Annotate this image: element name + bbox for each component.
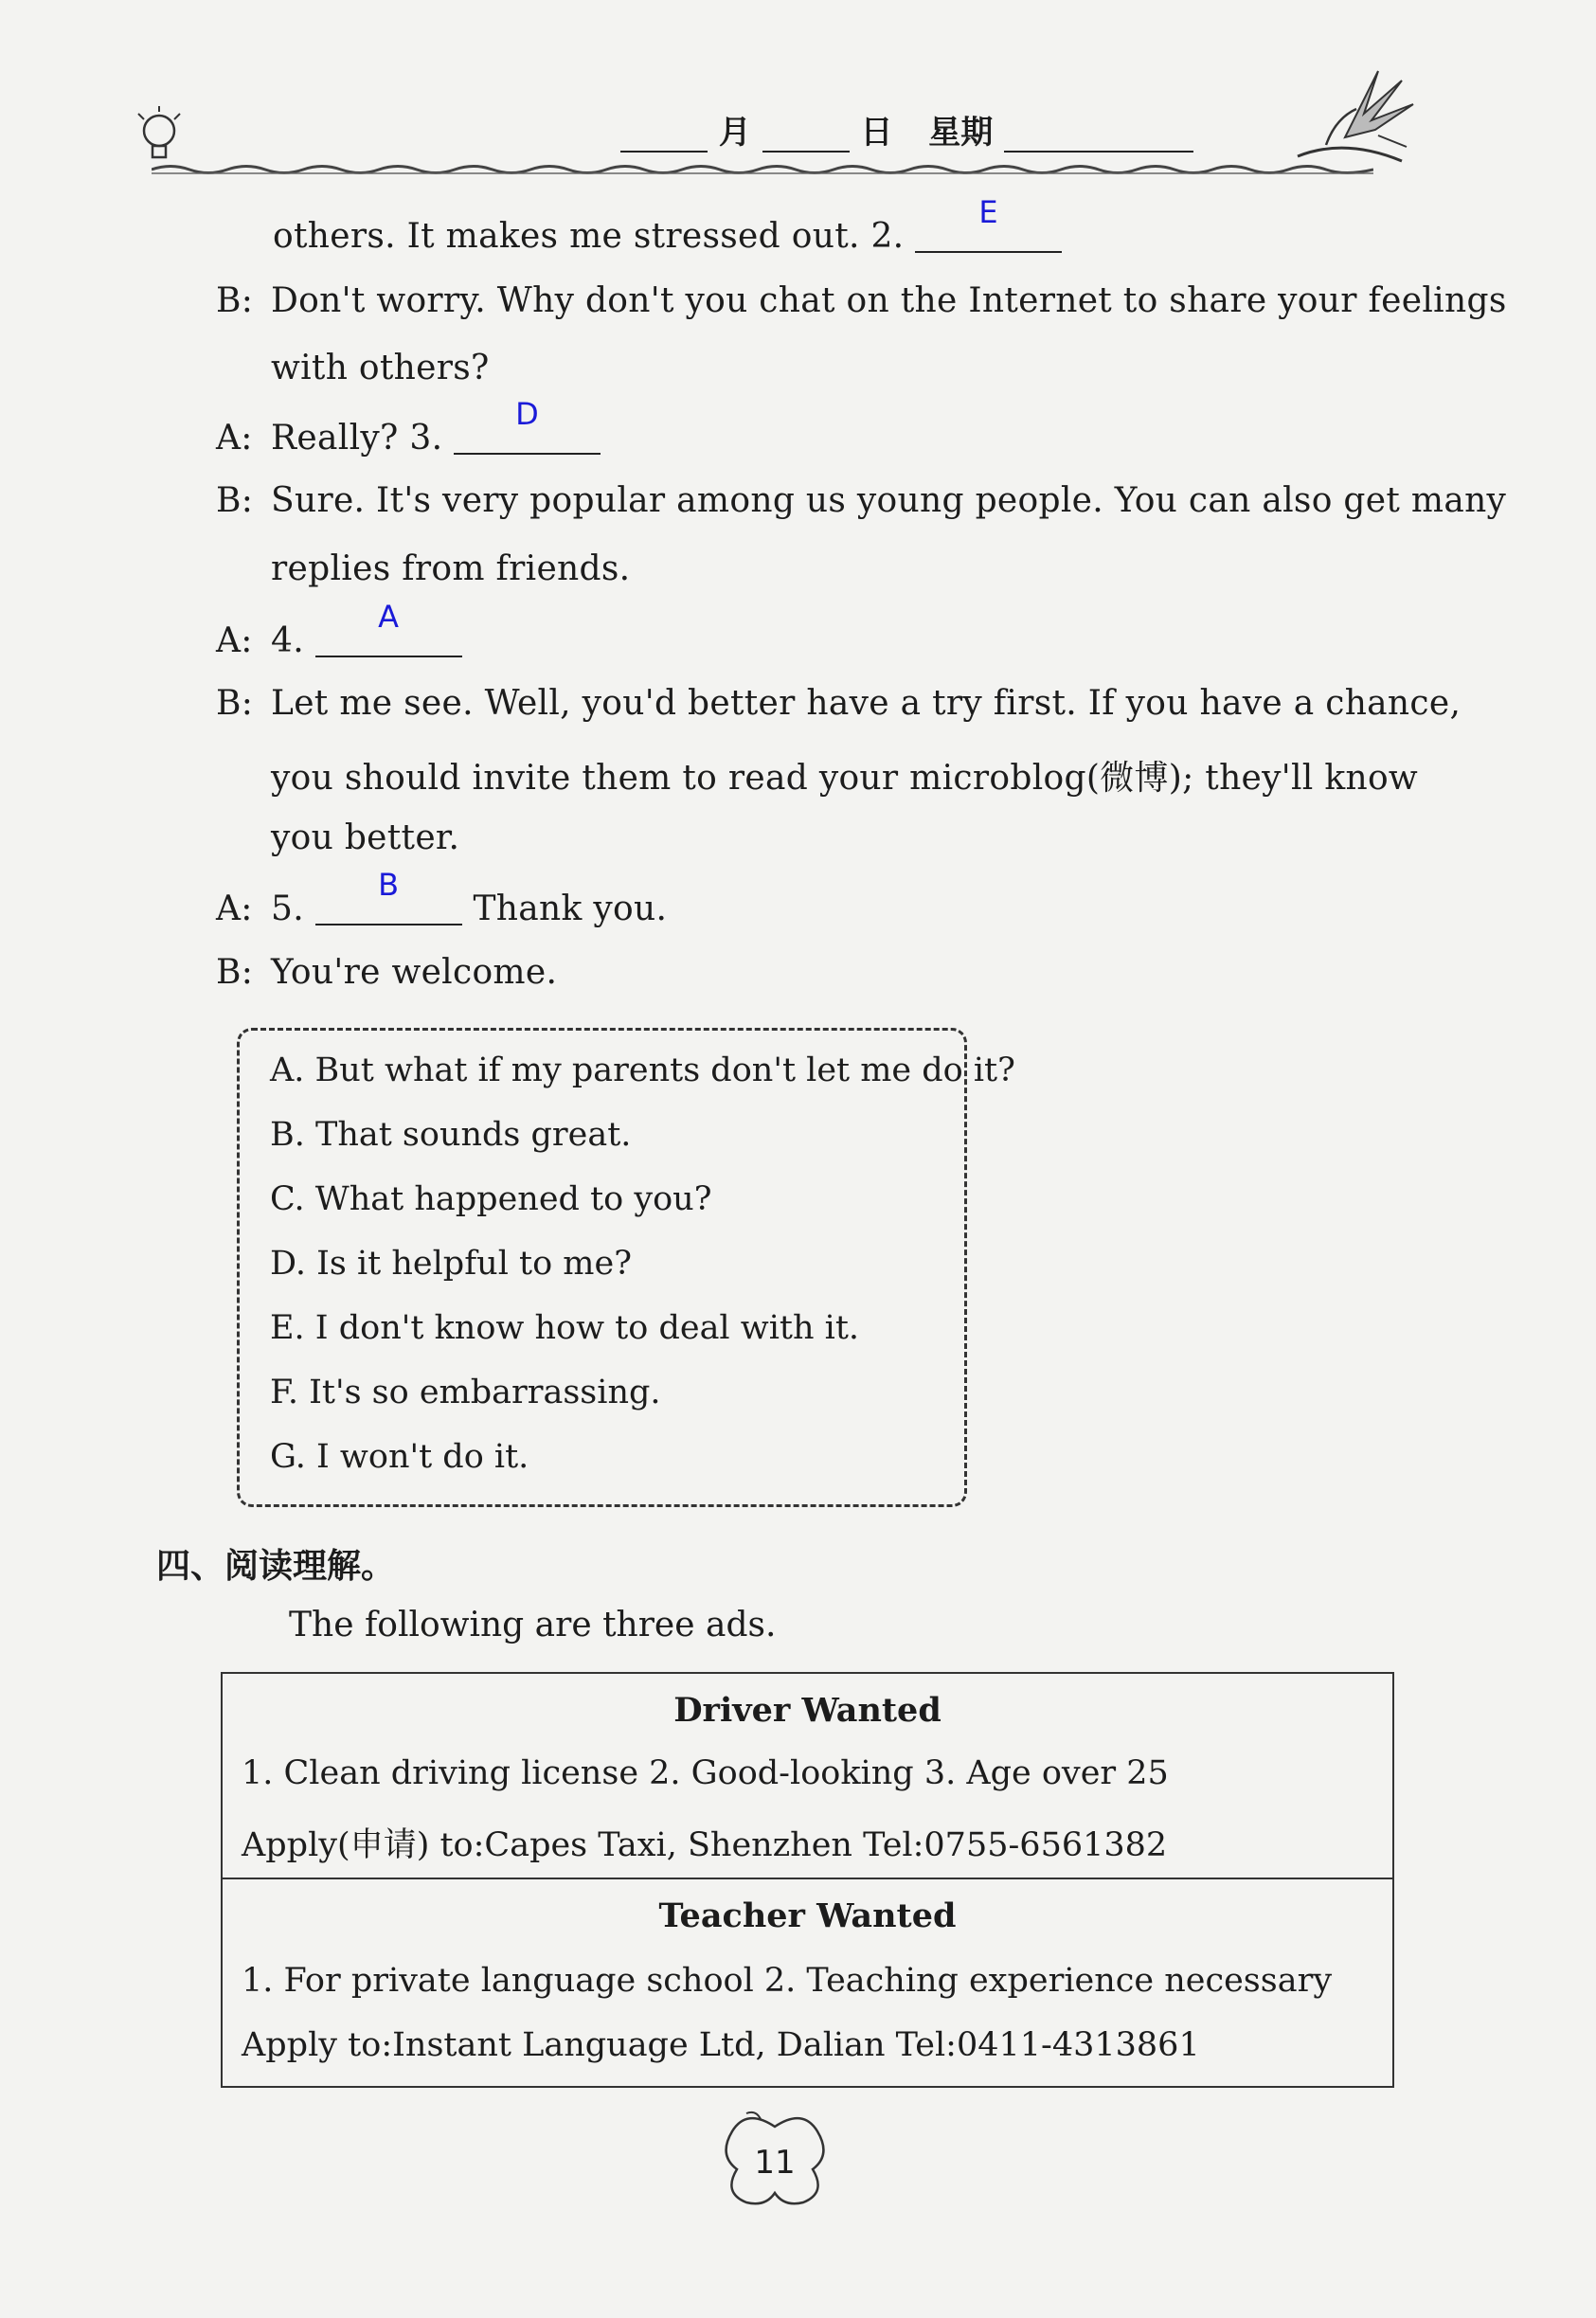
ad-title: Driver Wanted: [673, 1691, 941, 1730]
month-label: 月: [718, 114, 751, 152]
dialogue-line: A: Really? 3. D: [216, 415, 601, 458]
ads-table: [221, 1672, 1394, 2088]
answer-4: A: [378, 599, 400, 635]
answer-blank-3[interactable]: [454, 396, 601, 455]
page-number-badge: [718, 2108, 832, 2212]
answer-3: D: [515, 396, 540, 432]
page-header: [133, 85, 1411, 189]
dialogue-line: B: Sure. It's very popular among us young people. You can also get many: [216, 481, 1507, 520]
answer-blank-2[interactable]: [915, 194, 1062, 253]
ad-contact: Apply(申请) to:Capes Taxi, Shenzhen Tel:0755-6561382: [242, 1826, 1168, 1864]
weekday-blank: [1004, 122, 1193, 153]
section-intro: The following are three ads.: [289, 1606, 777, 1644]
day-blank: [762, 122, 850, 153]
dialogue-line: B: Don't worry. Why don't you chat on the Internet to share your feelings: [216, 281, 1507, 320]
month-blank: [620, 122, 708, 153]
answer-blank-4[interactable]: [315, 599, 462, 657]
option-c: C. What happened to you?: [270, 1180, 712, 1218]
dialogue-line: with others?: [271, 349, 490, 387]
answer-2: E: [978, 194, 998, 230]
ad-teacher: [223, 1879, 1392, 2086]
option-f: F. It's so embarrassing.: [270, 1374, 661, 1411]
dialogue-line: A: 5. B Thank you.: [216, 867, 668, 928]
ad-requirements: 1. For private language school 2. Teaching experience necessary: [242, 1962, 1333, 2000]
ad-title: Teacher Wanted: [658, 1896, 957, 1935]
dialogue-line: you better.: [271, 818, 460, 857]
day-label: 日: [860, 114, 893, 152]
option-g: G. I won't do it.: [270, 1438, 529, 1476]
dialogue-line: B: You're welcome.: [216, 953, 558, 992]
dialogue-line: replies from friends.: [271, 549, 631, 588]
option-d: D. Is it helpful to me?: [270, 1245, 632, 1283]
option-e: E. I don't know how to deal with it.: [270, 1309, 860, 1347]
decorative-header-rule: [152, 163, 1373, 176]
ad-driver: [223, 1674, 1392, 1879]
lightbulb-icon: [133, 104, 189, 171]
ad-requirements: 1. Clean driving license 2. Good-looking 3. Age over 25: [242, 1754, 1169, 1792]
options-box: [237, 1028, 1015, 1507]
bird-of-paradise-plant-icon: [1288, 62, 1421, 171]
page-number: 11: [754, 2144, 796, 2182]
dialogue-line: others. It makes me stressed out. 2. E: [273, 213, 1062, 256]
section-title: 四、阅读理解。: [156, 1547, 396, 1586]
ad-contact: Apply to:Instant Language Ltd, Dalian Tel:0411-4313861: [242, 2026, 1200, 2064]
dialogue-line: B: Let me see. Well, you'd better have a try first. If you have a chance,: [216, 684, 1462, 723]
dialogue-line: A: 4. A: [216, 618, 462, 660]
option-b: B. That sounds great.: [270, 1116, 632, 1154]
answer-blank-5[interactable]: [315, 867, 462, 925]
dialogue-line: you should invite them to read your microblog(微博); they'll know: [271, 759, 1419, 798]
date-line: [620, 106, 1193, 153]
option-a: A. But what if my parents don't let me do it?: [270, 1051, 1015, 1089]
answer-5: B: [378, 867, 400, 903]
weekday-label: 星期: [928, 114, 994, 152]
